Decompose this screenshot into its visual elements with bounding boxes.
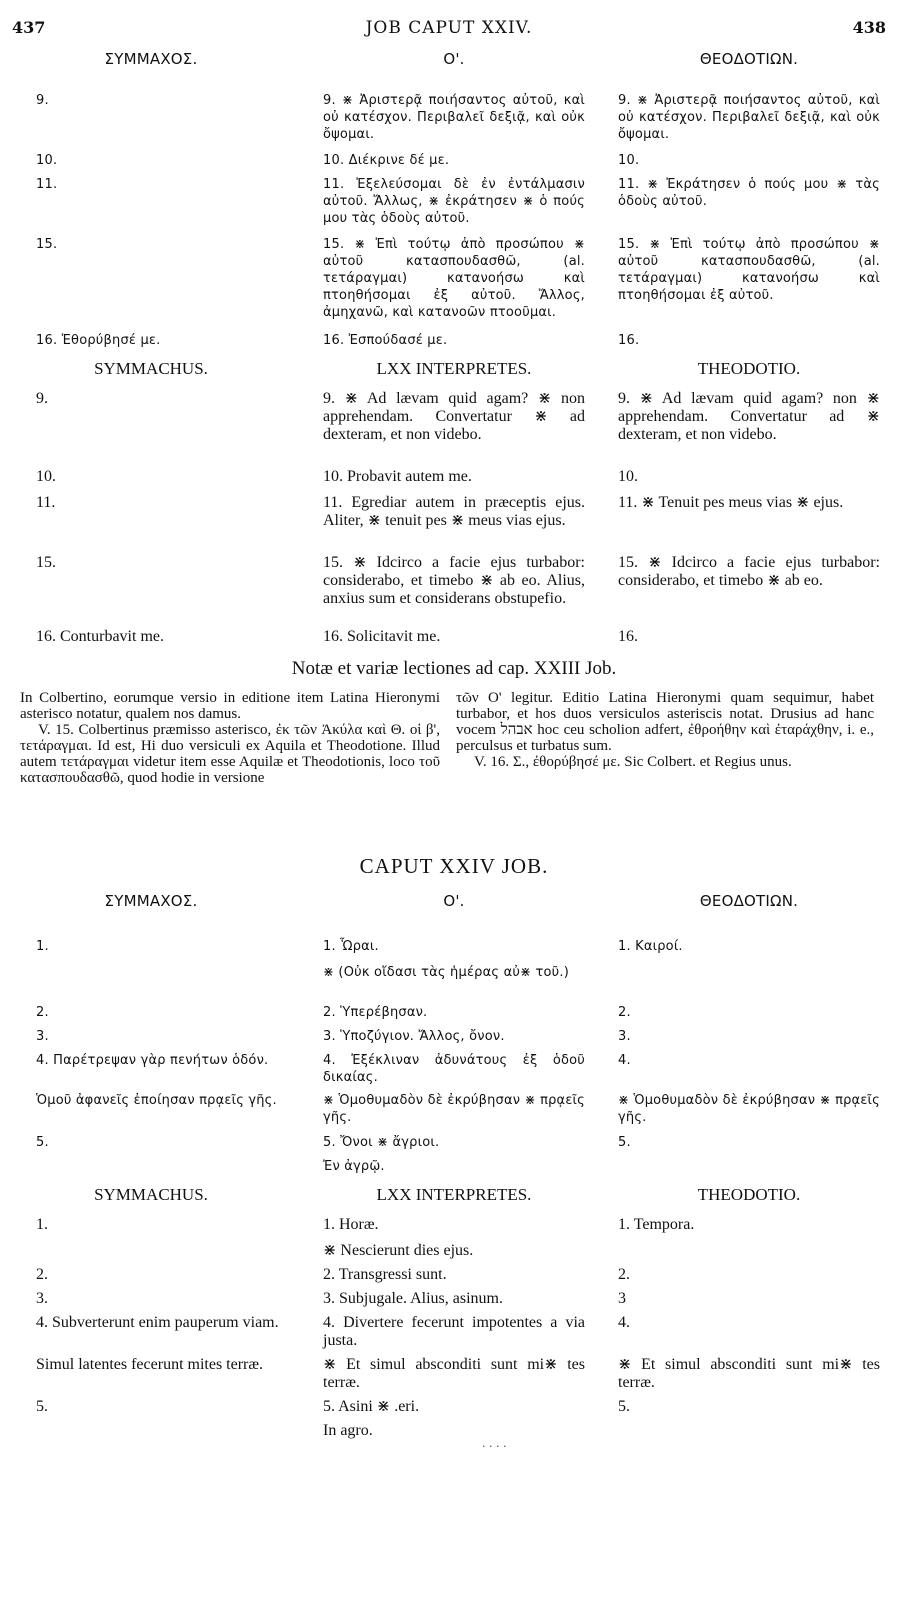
theo-greek-1: 1. Καιροί.	[618, 939, 683, 954]
column-head-lxx-latin: LXX INTERPRETES.	[376, 1185, 532, 1204]
lxx-latin-2: 2. Transgressi sunt.	[323, 1266, 447, 1283]
note-paragraph: In Colbertino, eorumque versio in editione item Latina Hieronymi asterisco notatur, qualem nos damus.	[20, 690, 440, 722]
column-head-symmachus-latin: SYMMACHUS.	[94, 359, 208, 378]
sym-latin-11: 11.	[36, 494, 56, 511]
lxx-latin-16: 16. Solicitavit me.	[323, 628, 441, 645]
lxx-greek-4b: ⋇ Ὁμοθυμαδὸν δὲ ἐκρύβησαν ⋇ πρᾳεῖς γῆς.	[323, 1093, 585, 1125]
page-number-right: 438	[852, 18, 886, 37]
lxx-greek-3: 3. Ὑποζύγιον. Ἄλλος, ὄνον.	[323, 1029, 505, 1044]
theo-greek-3: 3.	[618, 1029, 631, 1044]
lxx-greek-15: 15. ⋇ Ἐπὶ τούτῳ ἀπὸ προσώπου ⋇ αὐτοῦ κατασπουδασθῶ, (al. τετάραγμαι) κατανοήσω καὶ πτοηθήσομαι ἐξ αὐτοῦ. Ἄλλος, ἀμηχανῶ, καὶ κατανοῶν πτοοῦμαι.	[323, 237, 585, 320]
lxx-greek-1: 1. Ὧραι.	[323, 939, 379, 954]
sym-latin-15: 15.	[36, 554, 56, 571]
lxx-latin-15: 15. ⋇ Idcirco a facie ejus turbabor: considerabo, et timebo ⋇ ab eo. Alius, anxius sum et considerans obstupefio.	[323, 554, 585, 607]
sym-greek-5: 5.	[36, 1135, 49, 1150]
theo-greek-2: 2.	[618, 1005, 631, 1020]
column-head-theodotion-greek: ΘΕΟΔΟΤΙΩΝ.	[699, 50, 799, 68]
theo-latin-3: 3	[618, 1290, 626, 1307]
theo-greek-4b: ⋇ Ὁμοθυμαδὸν δὲ ἐκρύβησαν ⋇ πρᾳεῖς γῆς.	[618, 1093, 880, 1125]
column-head-symmachus-greek: ΣΥΜΜΑΧΟΣ.	[104, 892, 198, 910]
theo-latin-16: 16.	[618, 628, 638, 645]
page-number-left: 437	[12, 18, 46, 37]
column-head-lxx-greek: O'.	[443, 892, 465, 910]
lxx-latin-4: 4. Divertere fecerunt impotentes a via justa.	[323, 1314, 585, 1349]
theo-latin-11: 11. ⋇ Tenuit pes meus vias ⋇ ejus.	[618, 494, 844, 511]
running-header	[12, 18, 886, 42]
theo-latin-4b: ⋇ Et simul absconditi sunt mi⋇ tes terræ.	[618, 1356, 880, 1391]
lxx-latin-11: 11. Egrediar autem in præceptis ejus. Aliter, ⋇ tenuit pes ⋇ meus vias ejus.	[323, 494, 585, 529]
theo-greek-9: 9. ⋇ Ἀριστερᾷ ποιήσαντος αὐτοῦ, καὶ οὐ κατέσχον. Περιβαλεῖ δεξιᾷ, καὶ οὐκ ὄψομαι.	[618, 93, 880, 142]
lxx-latin-4b: ⋇ Et simul absconditi sunt mi⋇ tes terræ.	[323, 1356, 585, 1391]
lxx-latin-1b: ⋇ Nescierunt dies ejus.	[323, 1242, 474, 1259]
sym-greek-9: 9.	[36, 93, 49, 108]
theo-latin-15: 15. ⋇ Idcirco a facie ejus turbabor: considerabo, et timebo ⋇ ab eo.	[618, 554, 880, 589]
theo-latin-1: 1. Tempora.	[618, 1216, 695, 1233]
sym-latin-5: 5.	[36, 1398, 48, 1415]
running-title: JOB CAPUT XXIV.	[365, 18, 533, 38]
lxx-greek-5b: Ἐν ἀγρῷ.	[323, 1159, 385, 1174]
print-speck: · · · ·	[482, 1440, 507, 1453]
theo-greek-15: 15. ⋇ Ἐπὶ τούτῳ ἀπὸ προσώπου ⋇ αὐτοῦ κατασπουδασθῶ, (al. τετάραγμαι) κατανοήσω καὶ πτοηθήσομαι ἐξ αὐτοῦ.	[618, 237, 880, 303]
sym-greek-15: 15.	[36, 237, 58, 252]
sym-latin-4b: Simul latentes fecerunt mites terræ.	[36, 1356, 264, 1373]
theo-latin-10: 10.	[618, 468, 638, 485]
notes-right-column	[456, 690, 874, 770]
lxx-greek-9: 9. ⋇ Ἀριστερᾷ ποιήσαντος αὐτοῦ, καὶ οὐ κατέσχον. Περιβαλεῖ δεξιᾷ, καὶ οὐκ ὄψομαι.	[323, 93, 585, 142]
lxx-latin-10: 10. Probavit autem me.	[323, 468, 472, 485]
lxx-greek-5: 5. Ὄνοι ⋇ ἄγριοι.	[323, 1135, 440, 1150]
sym-greek-3: 3.	[36, 1029, 49, 1044]
lxx-latin-1: 1. Horæ.	[323, 1216, 379, 1233]
theo-greek-5: 5.	[618, 1135, 631, 1150]
sym-latin-1: 1.	[36, 1216, 48, 1233]
sym-latin-16: 16. Conturbavit me.	[36, 628, 164, 645]
lxx-greek-11: 11. Ἐξελεύσομαι δὲ ἐν ἐντάλμασιν αὐτοῦ. Ἄλλως, ⋇ ἐκράτησεν ⋇ ὁ πούς μου τὰς ὁδοὺς αὐτοῦ.	[323, 177, 585, 226]
column-head-symmachus-greek: ΣΥΜΜΑΧΟΣ.	[104, 50, 198, 68]
sym-latin-4: 4. Subverterunt enim pauperum viam.	[36, 1314, 279, 1331]
note-paragraph: V. 15. Colbertinus præmisso asterisco, ἐκ τῶν Ἀκύλα καὶ Θ. οἱ β', τετάραγμαι. Id est, Hi duo versiculi ex Aquila et Theodotione. Illud autem τετάραγμαι videtur item esse Aquilæ et Theodotionis, loco τοῦ κατασπουδασθῶ, quod hodie in versione	[20, 722, 440, 786]
lxx-latin-9: 9. ⋇ Ad lævam quid agam? ⋇ non apprehendam. Convertatur ⋇ ad dexteram, et non videbo.	[323, 390, 585, 443]
notes-title: Notæ et variæ lectiones ad cap. XXIII Job.	[291, 658, 617, 679]
sym-greek-10: 10.	[36, 153, 58, 168]
column-head-theodotion-latin: THEODOTIO.	[697, 359, 801, 378]
theo-greek-10: 10.	[618, 153, 640, 168]
theo-latin-2: 2.	[618, 1266, 630, 1283]
chapter-title: CAPUT XXIV JOB.	[359, 854, 549, 878]
theo-greek-11: 11. ⋇ Ἐκράτησεν ὁ πούς μου ⋇ τὰς ὁδοὺς αὐτοῦ.	[618, 177, 880, 209]
lxx-latin-5: 5. Asini ⋇ .eri.	[323, 1398, 420, 1415]
note-paragraph: V. 16. Σ., ἐθορύβησέ με. Sic Colbert. et Regius unus.	[474, 754, 792, 770]
lxx-greek-1b: ⋇ (Οὐκ οἴδασι τὰς ἡμέρας αὐ⋇ τοῦ.)	[323, 965, 569, 980]
lxx-latin-3: 3. Subjugale. Alius, asinum.	[323, 1290, 503, 1307]
column-head-lxx-latin: LXX INTERPRETES.	[376, 359, 532, 378]
sym-greek-11: 11.	[36, 177, 58, 192]
column-head-theodotion-latin: THEODOTIO.	[697, 1185, 801, 1204]
sym-latin-3: 3.	[36, 1290, 48, 1307]
column-head-lxx-greek: O'.	[443, 50, 465, 68]
theo-latin-9: 9. ⋇ Ad lævam quid agam? non ⋇ apprehendam. Convertatur ad ⋇ dexteram, et non videbo.	[618, 390, 880, 443]
notes-left-column	[20, 690, 440, 786]
lxx-greek-16: 16. Ἐσπούδασέ με.	[323, 333, 448, 348]
theo-greek-16: 16.	[618, 333, 640, 348]
lxx-greek-4: 4. Ἐξέκλιναν ἀδυνάτους ἐξ ὁδοῦ δικαίας.	[323, 1053, 585, 1085]
theo-latin-5: 5.	[618, 1398, 630, 1415]
theo-latin-4: 4.	[618, 1314, 630, 1331]
sym-greek-1: 1.	[36, 939, 49, 954]
column-head-theodotion-greek: ΘΕΟΔΟΤΙΩΝ.	[699, 892, 799, 910]
column-head-symmachus-latin: SYMMACHUS.	[94, 1185, 208, 1204]
sym-latin-10: 10.	[36, 468, 56, 485]
lxx-latin-5b: In agro.	[323, 1422, 373, 1439]
lxx-greek-10: 10. Διέκρινε δέ με.	[323, 153, 450, 168]
note-paragraph: τῶν O' legitur. Editio Latina Hieronymi quam sequimur, habet turbabor, et hos duos versiculos asteriscis notat. Drusius ad hanc vocem אבהל hoc ceu scholion adfert, ἐθροήθην καὶ ἐταράχθην, i. e., perculsus et turbatus sum.	[456, 690, 875, 754]
theo-greek-4: 4.	[618, 1053, 631, 1068]
sym-greek-4b: Ὁμοῦ ἀφανεῖς ἐποίησαν πρᾳεῖς γῆς.	[36, 1093, 277, 1108]
sym-greek-16: 16. Ἐθορύβησέ με.	[36, 333, 161, 348]
sym-latin-9: 9.	[36, 390, 48, 407]
lxx-greek-2: 2. Ὑπερέβησαν.	[323, 1005, 428, 1020]
sym-greek-4: 4. Παρέτρεψαν γὰρ πενήτων ὁδόν.	[36, 1053, 269, 1068]
sym-latin-2: 2.	[36, 1266, 48, 1283]
sym-greek-2: 2.	[36, 1005, 49, 1020]
